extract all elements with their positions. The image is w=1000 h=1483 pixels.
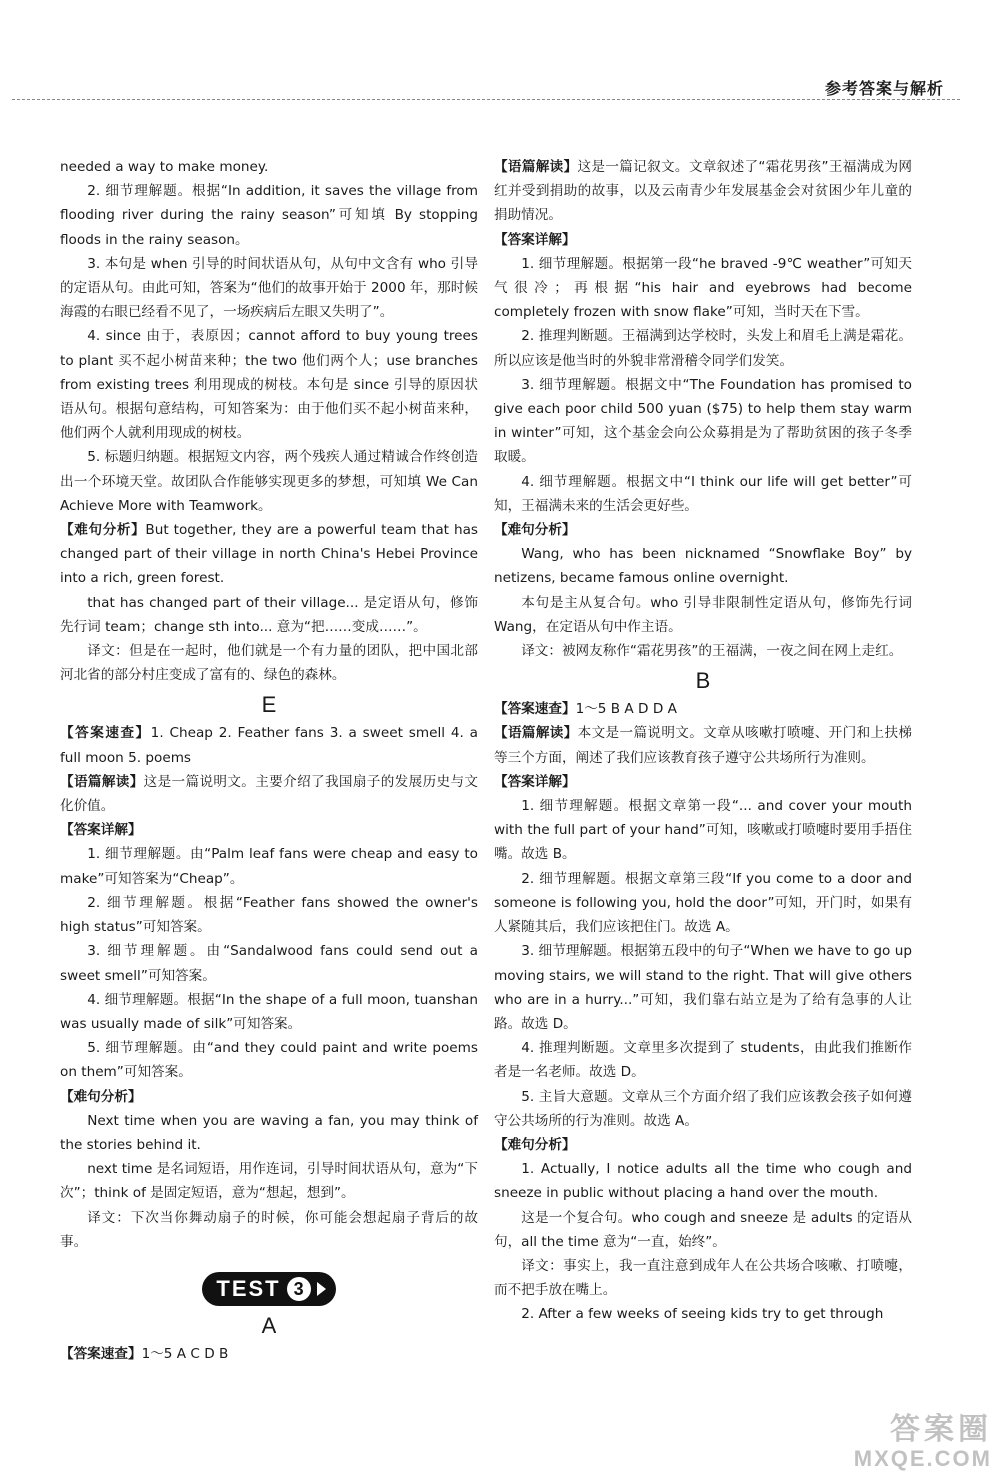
difficult-sentence-label: 【难句分析】 [494, 522, 576, 539]
translation-paragraph: 译文：被网友称作“霜花男孩”的王福满，一夜之间在网上走红。 [521, 643, 903, 660]
right-column [494, 155, 912, 1327]
passage-summary-paragraph: 【语篇解读】本文是一篇说明文。文章从咳嗽打喷嚏、开门和上扶梯等三个方面，阐述了我们应该教育孩子遵守公共场所行为准则。 [494, 725, 912, 766]
test-label: TEST [216, 1275, 281, 1301]
test-number: 3 [287, 1277, 311, 1301]
watermark-line-1: 答案圈 [890, 1413, 992, 1446]
paragraph: next time 是名词短语，用作连词，引导时间状语从句，意为“下次”；think of 是固定短语，意为“想起，想到”。 [60, 1161, 478, 1202]
paragraph: 2. 细节理解题。根据“In addition, it saves the village from flooding river during the rainy season”可知填 By stopping floods in the rainy season。 [60, 183, 478, 248]
paragraph: 1. 细节理解题。根据第一段“he braved -9℃ weather”可知天气很冷；再根据“his hair and eyebrows had become completely frozen with snow flake”可知，当时天在下雪。 [494, 255, 912, 321]
passage-summary-paragraph: 【语篇解读】这是一篇说明文。主要介绍了我国扇子的发展历史与文化价值。 [60, 773, 478, 815]
paragraph: 4. since 由于，表原因；cannot afford to buy young trees to plant 买不起小树苗来种；the two 他们两个人；use branches from existing trees 利用现成的树枝。本句是 since 引导的原因状语从句。根据句意结构，可知答案为：由于他们买不起小树苗来种，他们两个人就利用现成的树枝。 [60, 328, 478, 442]
section-heading-b: B [695, 668, 711, 694]
play-arrow-icon [317, 1282, 326, 1296]
paragraph: 4. 推理判断题。文章里多次提到了 students，由此我们推断作者是一名老师。故选 D。 [494, 1040, 912, 1081]
page-header-title: 参考答案与解析 [824, 79, 944, 98]
paragraph: Next time when you are waving a fan, you may think of the stories behind it. [60, 1112, 478, 1153]
section-tag: 【答案速查】 [60, 725, 151, 742]
paragraph: 2. 推理判断题。王福满到达学校时，头发上和眉毛上满是霜花。所以应该是他当时的外貌非常滑稽令同学们发笑。 [494, 328, 912, 369]
paragraph: 2. 细节理解题。根据文章第三段“If you come to a door and someone is following you, hold the door”可知，开门时，如果有人紧随其后，我们应该把住门。故选 A。 [494, 870, 912, 936]
paragraph: 本句是主从复合句。who 引导非限制性定语从句，修饰先行词 Wang，在定语从句中作主语。 [494, 594, 912, 635]
section-tag: 【语篇解读】 [494, 725, 578, 742]
paragraph: 3. 本句是 when 引导的时间状语从句，从句中文含有 who 引导的定语从句。由此可知，答案为“他们的故事开始于 2000 年，那时候海霞的右眼已经看不见了，一场疾病后左眼又失明了”。 [60, 255, 478, 321]
answer-key-paragraph: 【答案速查】1～5 B A D D A [494, 701, 677, 718]
test-badge [202, 1272, 335, 1306]
paragraph: 5. 细节理解题。由“and they could paint and write poems on them”可知答案。 [60, 1040, 478, 1081]
difficult-sentence-label: 【难句分析】 [60, 1088, 142, 1105]
paragraph: 1. 细节理解题。根据文章第一段“... and cover your mouth with the full part of your hand”可知，咳嗽或打喷嚏时要用手捂住嘴。故选 B。 [494, 798, 912, 863]
paragraph: 3. 细节理解题。由“Sandalwood fans could send out a sweet smell”可知答案。 [60, 943, 478, 984]
paragraph: that has changed part of their village... 是定语从句，修饰先行词 team；change sth into... 意为“把……变成……”。 [60, 594, 478, 635]
difficult-sentence-label: 【难句分析】 [494, 1136, 576, 1153]
paragraph: 3. 细节理解题。根据第五段中的句子“When we have to go up moving stairs, we will stand to the right. That will give others who are in a hurry...”可知，我们靠右站立是为了给有急事的人让路。故选 D。 [494, 943, 912, 1032]
paragraph: 1. 细节理解题。由“Palm leaf fans were cheap and easy to make”可知答案为“Cheap”。 [60, 846, 478, 887]
section-heading-a: A [261, 1312, 277, 1338]
section-heading-e: E [261, 692, 277, 718]
answer-key-paragraph: 【答案速查】1～5 A C D B [60, 1345, 229, 1362]
paragraph: 2. 细节理解题。根据“Feather fans showed the owner's high status”可知答案。 [60, 894, 478, 936]
paragraph: 5. 主旨大意题。文章从三个方面介绍了我们应该教会孩子如何遵守公共场所的行为准则。故选 A。 [494, 1088, 912, 1129]
difficult-sentence-paragraph: 【难句分析】But together, they are a powerful team that has changed part of their village in north China's Hebei Province into a rich, green forest. [60, 522, 478, 587]
answer-explanation-label: 【答案详解】 [494, 773, 576, 790]
answer-explanation-label: 【答案详解】 [494, 231, 576, 248]
watermark-line-2: MXQE.COM [853, 1446, 992, 1471]
translation-paragraph: 译文：下次当你舞动扇子的时候，你可能会想起扇子背后的故事。 [60, 1209, 478, 1250]
watermark [822, 1413, 992, 1475]
passage-summary-paragraph: 【语篇解读】这是一篇记叙文。文章叙述了“霜花男孩”王福满成为网红并受到捐助的故事，以及云南青少年发展基金会对贫困少年儿童的捐助情况。 [494, 159, 912, 224]
translation-paragraph: 译文：事实上，我一直注意到成年人在公共场合咳嗽、打喷嚏，而不把手放在嘴上。 [494, 1257, 912, 1299]
paragraph: 1. Actually, I notice adults all the time who cough and sneeze in public without placing a hand over the mouth. [494, 1161, 912, 1202]
paragraph: 这是一个复合句。who cough and sneeze 是 adults 的定语从句，all the time 意为“一直，始终”。 [494, 1209, 912, 1250]
left-column [60, 155, 478, 1366]
test-badge-wrap [60, 1272, 478, 1306]
section-tag: 【语篇解读】 [494, 159, 578, 175]
paragraph: 4. 细节理解题。根据“In the shape of a full moon, tuanshan was usually made of silk”可知答案。 [60, 991, 478, 1032]
answer-key-paragraph: 【答案速查】1. Cheap 2. Feather fans 3. a sweet smell 4. a full moon 5. poems [60, 725, 478, 766]
section-tag: 【答案速查】 [494, 701, 576, 718]
paragraph: 3. 细节理解题。根据文中“The Foundation has promised to give each poor child 500 yuan ($75) to help them stay warm in winter”可知，这个基金会向公众募捐是为了帮助贫困的孩子冬季取暖。 [494, 376, 912, 466]
answer-explanation-label: 【答案详解】 [60, 822, 142, 839]
header-divider [12, 99, 960, 100]
paragraph: needed a way to make money. [60, 159, 269, 175]
section-tag: 【答案速查】 [60, 1345, 142, 1362]
paragraph: 2. After a few weeks of seeing kids try to get through [521, 1306, 884, 1323]
paragraph: 5. 标题归纳题。根据短文内容，两个残疾人通过精诚合作终创造出一个环境天堂。故团队合作能够实现更多的梦想，可知填 We Can Achieve More with Teamwork。 [60, 449, 478, 514]
section-tag: 【难句分析】 [60, 522, 146, 539]
paragraph: Wang, who has been nicknamed “Snowflake Boy” by netizens, became famous online overnight. [494, 546, 912, 587]
translation-paragraph: 译文：但是在一起时，他们就是一个有力量的团队，把中国北部河北省的部分村庄变成了富有的、绿色的森林。 [60, 643, 478, 684]
paragraph: 4. 细节理解题。根据文中“I think our life will get better”可知，王福满未来的生活会更好些。 [494, 473, 912, 514]
section-tag: 【语篇解读】 [60, 773, 144, 790]
